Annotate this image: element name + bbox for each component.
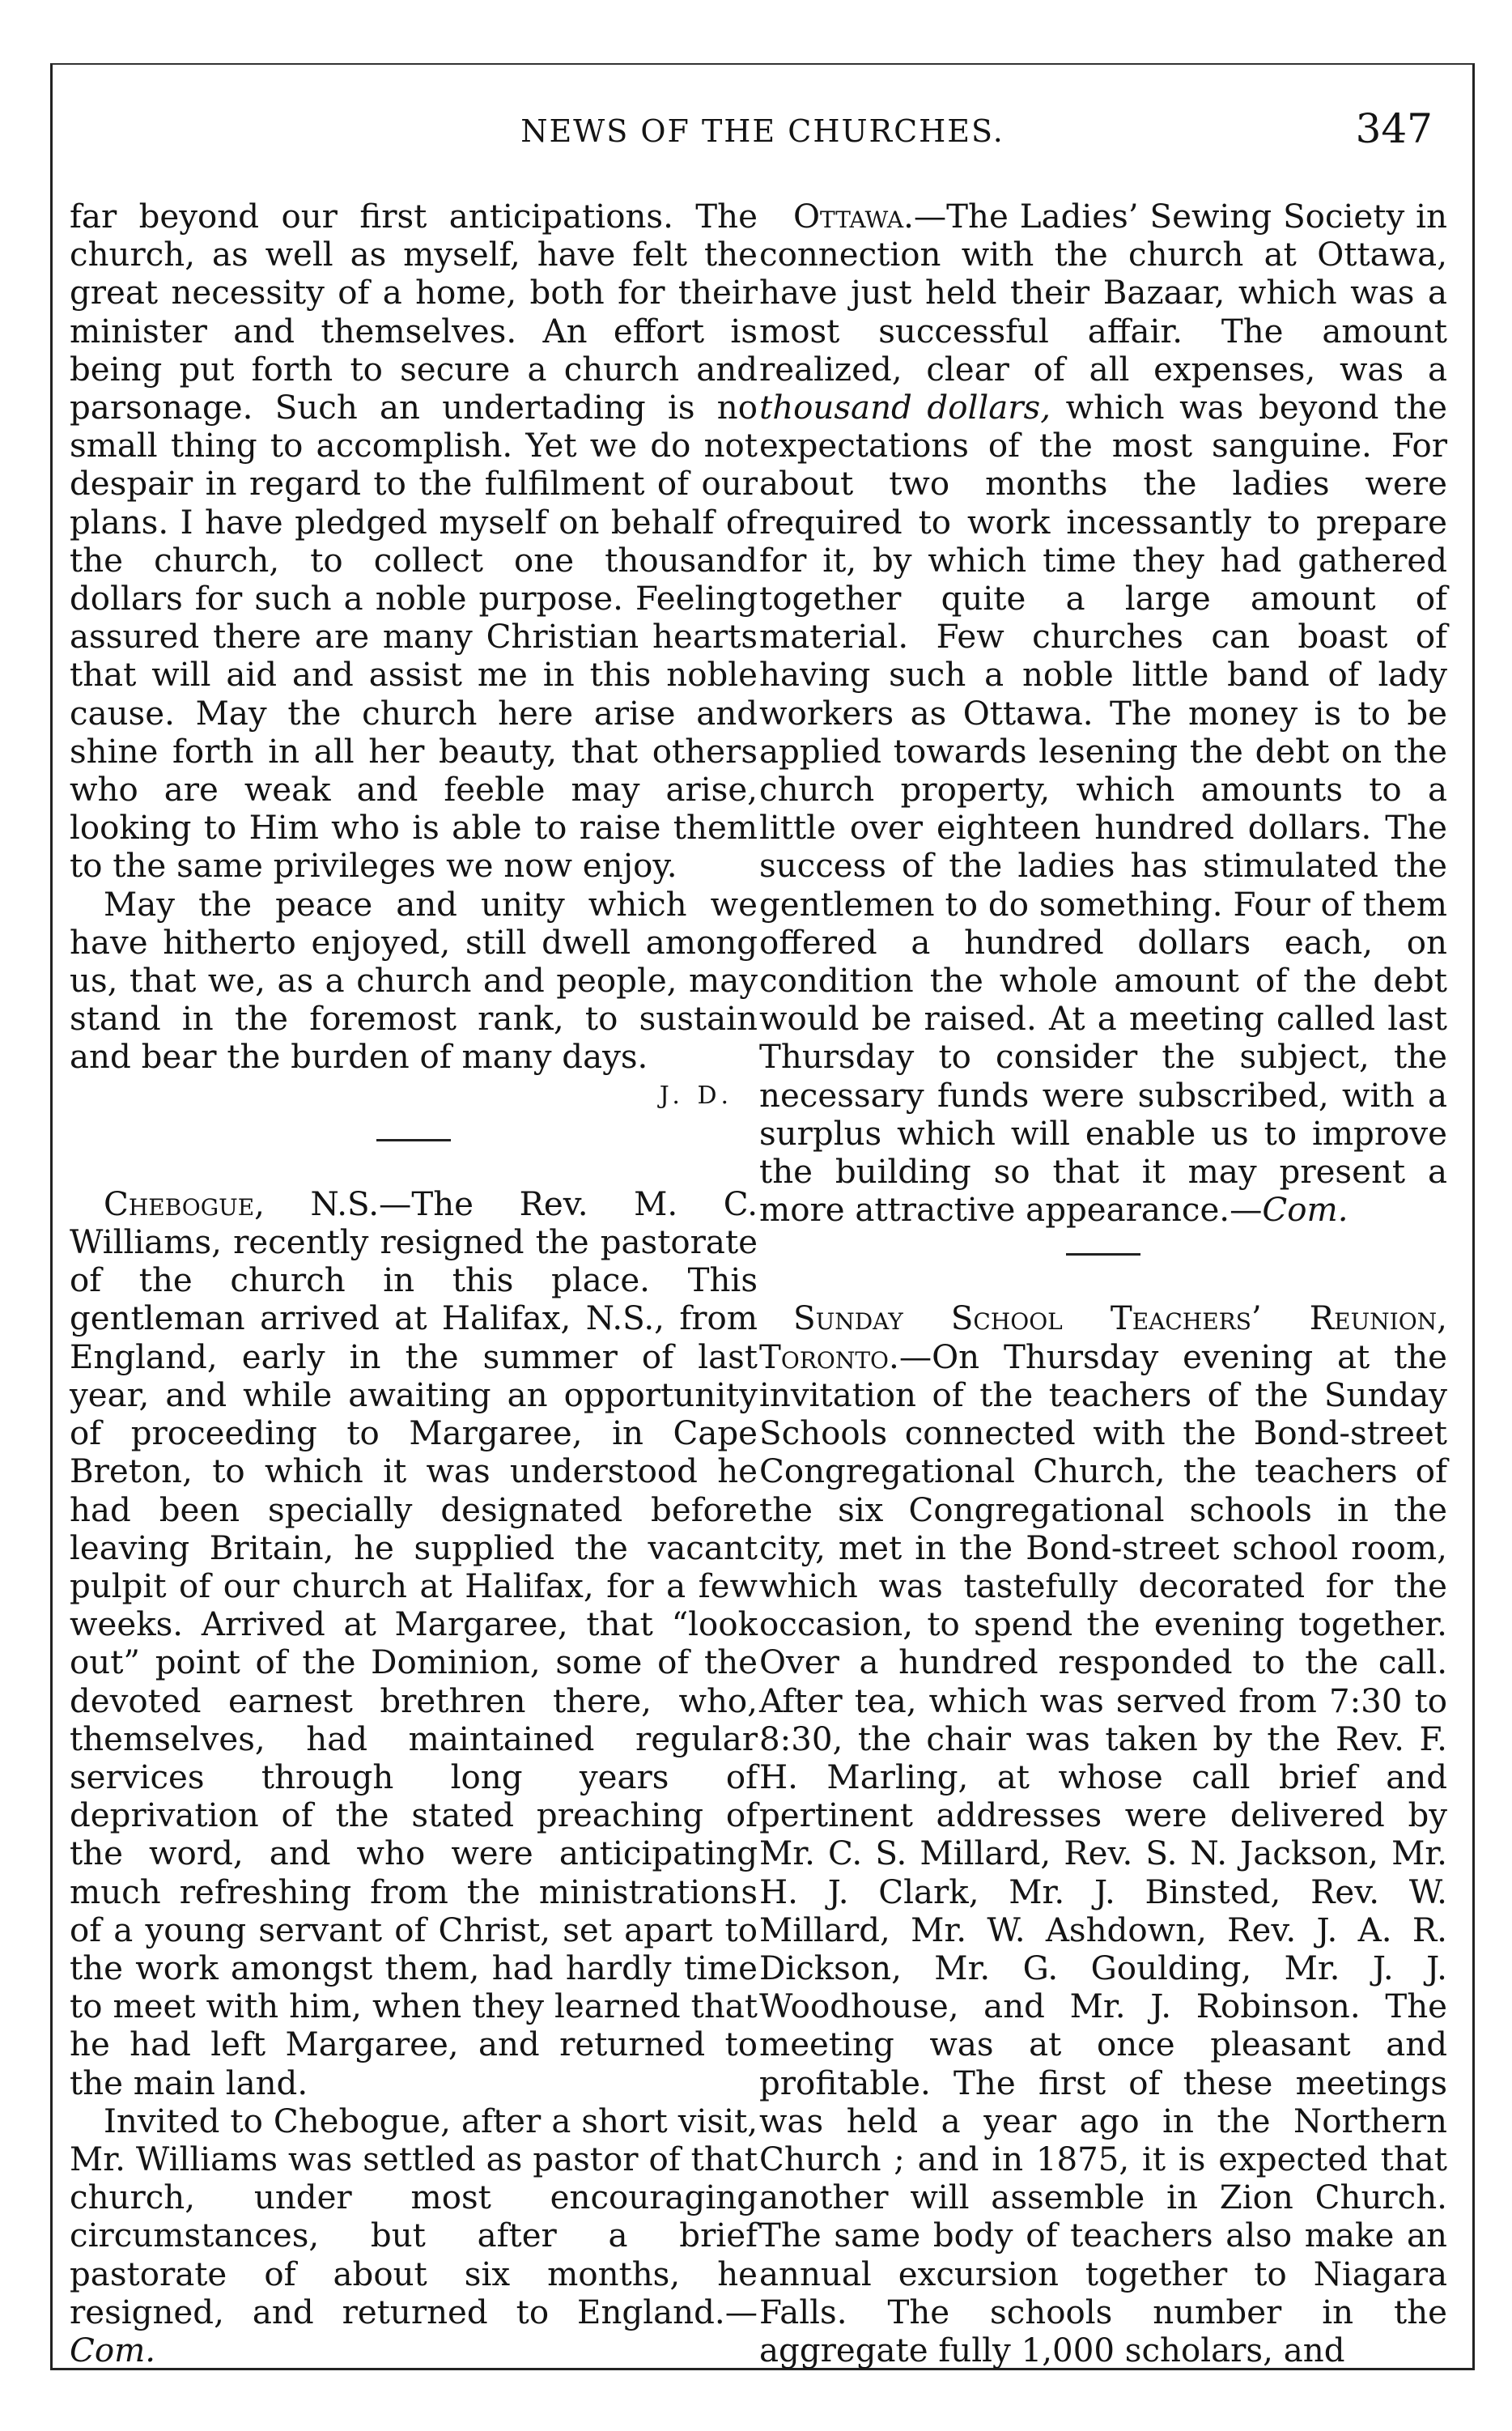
continued-paragraph: far beyond our first anticipations. The church, as well as myself, have felt the great necessity of a home, both for their minister and themselves. An effort is being put forth to secure a church and parsonage. Such an undertading is no small thing to accomplish. Yet we do not despair in regard to the fulfilment of our plans. I have pledged myself on behalf of the church, to collect one thousand dollars for such a noble purpose. Feeling assured there are many Christian hearts that will aid and assist me in this noble cause. May the church here arise and shine forth in all her beauty, that others who are weak and feeble may arise, looking to Him who is able to raise them to the same privileges we now enjoy. bbox=[70, 198, 758, 886]
running-title: NEWS OF THE CHURCHES. bbox=[520, 113, 1004, 149]
ottawa-paragraph bbox=[759, 198, 1447, 1229]
ottawa-text: which was beyond the expectations of the most sanguine. For about two months the ladies were required to work incessantly to prepare for it, by which time they had gathered together quite a large amount of material. Few churches can boast of having such a noble little band of lady workers as Ottawa. The money is to be applied towards lesening the debt on the church property, which amounts to a little over eighteen hundred dollars. The success of the ladies has stimulated the gentlemen to do something. Four of them offered a hundred dollars each, on condition the whole amount of the debt would be raised. At a meeting called last Thursday to consider the subject, the necessary funds were subscribed, with a surplus which will enable us to improve the building so that it may present a more attractive appearance.— bbox=[759, 389, 1447, 1230]
reunion-heading: Sunday School Teachers’ Reunion, Toronto bbox=[759, 1299, 1447, 1376]
ottawa-credit: Com. bbox=[1262, 1191, 1348, 1230]
section-divider bbox=[1066, 1253, 1140, 1256]
continued-paragraph: May the peace and unity which we have hitherto enjoyed, still dwell among us, that we, as a church and people, may stand in the foremost rank, to sustain and bear the burden of many days. bbox=[70, 885, 758, 1077]
page-header bbox=[50, 105, 1475, 162]
ottawa-heading: Ottawa bbox=[793, 198, 904, 236]
chebogue-text: , N.S.—The Rev. M. C. Williams, recently resigned the pastorate of the church in this place. This gentleman arrived at Halifax, N.S., from England, early in the summer of last year, and while awaiting an opportunity of proceeding to Margaree, in Cape Breton, to which it was understood he had been specially designated before leaving Britain, he supplied the vacant pulpit of our church at Halifax, for a few weeks. Arrived at Margaree, that “look out” point of the Dominion, some of the devoted earnest brethren there, who, themselves, had maintained regular services through long years of deprivation of the stated preaching of the word, and who were anticipating much refreshing from the ministrations of a young servant of Christ, set apart to the work amongst them, had hardly time to meet with him, when they learned that he had left Margaree, and returned to the main land. bbox=[70, 1184, 758, 2102]
chebogue-credit: Com. bbox=[70, 2331, 156, 2369]
right-column bbox=[759, 198, 1447, 2369]
ottawa-text: .—The Ladies’ Sewing Society in connection with the church at Ottawa, have just held their Bazaar, which was a most successful affair. The amount realized, clear of all expenses, was a bbox=[759, 198, 1447, 389]
chebogue-heading: Chebogue bbox=[104, 1184, 255, 1223]
chebogue-text: Invited to Chebogue, after a short visit, Mr. Williams was settled as pastor of that church, under most encouraging circumstances, but after a brief pastorate of about six months, he resigned, and returned to England.— bbox=[70, 2102, 758, 2331]
chebogue-paragraph bbox=[70, 1185, 758, 2102]
reunion-text: .—On Thursday evening at the invitation of the teachers of the Sunday Schools connected with the Bond-street Congregational Church, the teachers of the six Congregational schools in the city, met in the Bond-street school room, which was tastefully decorated for the occasion, to spend the evening together. Over a hundred responded to the call. After tea, which was served from 7:30 to 8:30, the chair was taken by the Rev. F. H. Marling, at whose call brief and pertinent addresses were delivered by Mr. C. S. Millard, Rev. S. N. Jackson, Mr. H. J. Clark, Mr. J. Binsted, Rev. W. Millard, Mr. W. Ashdown, Rev. J. A. R. Dickson, Mr. G. Goulding, Mr. J. J. Woodhouse, and Mr. J. Robinson. The meeting was at once pleasant and profitable. The first of these meetings was held a year ago in the Northern Church ; and in 1875, it is expected that another will assemble in Zion Church. The same body of teachers also make an annual excursion together to Niagara Falls. The schools number in the aggregate fully 1,000 scholars, and bbox=[759, 1337, 1447, 2369]
reunion-paragraph bbox=[759, 1299, 1447, 2369]
signature: J. D. bbox=[659, 1081, 733, 1110]
ottawa-emphasis: thousand dollars, bbox=[759, 389, 1051, 427]
page-number: 347 bbox=[1355, 105, 1433, 152]
section-divider bbox=[376, 1139, 451, 1141]
chebogue-paragraph bbox=[70, 2102, 758, 2369]
left-column bbox=[70, 198, 758, 2369]
